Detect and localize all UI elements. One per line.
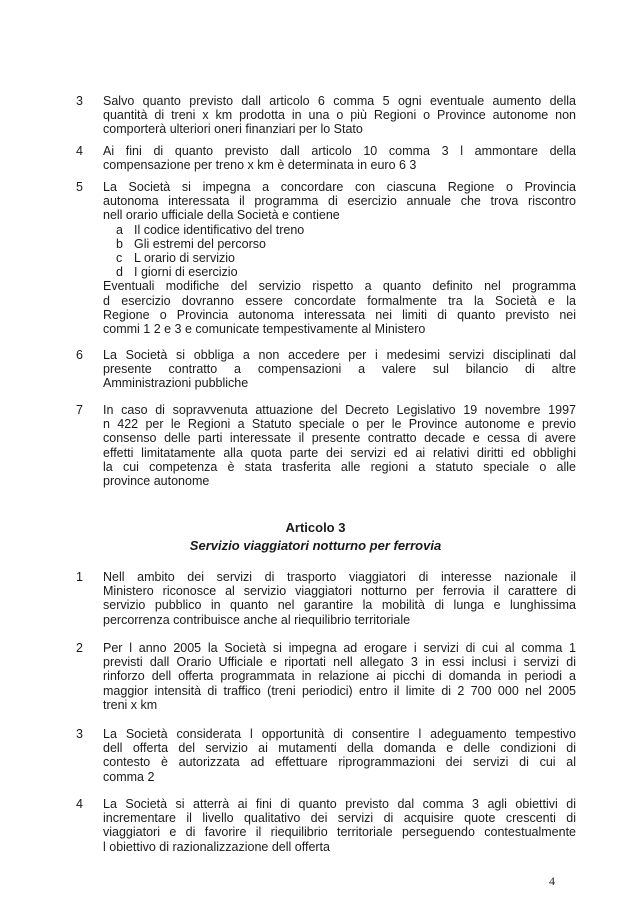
text-line: l obiettivo di razionalizzazione dell offerta [103,839,330,854]
sub-item-letter: b [116,236,123,251]
sub-item-text: Il codice identificativo del treno [134,222,305,237]
list-item [76,641,576,712]
text-line: Per l anno 2005 la Società si impegna ad erogare i servizi di cui al comma 1 [103,641,576,655]
text-line: In caso di sopravvenuta attuazione del Decreto Legislativo 19 novembre 1997 [103,403,576,417]
sub-item [103,237,576,251]
item-text [103,641,576,712]
sub-item [103,223,576,237]
text-line: comma 2 [103,769,155,784]
item-number: 7 [76,403,83,417]
list-item [76,144,576,172]
text-line: Regione o Provincia autonoma interessata nei limiti di quanto previsto nei [103,307,576,322]
sub-item [103,251,576,265]
item-number: 6 [76,348,83,362]
text-line: Ai fini di quanto previsto dall articolo 10 comma 3 l ammontare della [103,144,576,158]
text-line: la cui competenza è stata trasferita alle regioni a statuto speciale o alle [103,459,576,474]
text-line: treni x km [103,697,158,712]
text-line: comporterà ulteriori oneri finanziari per lo Stato [103,122,363,137]
article-heading: Articolo 3 [285,520,346,535]
item-text [103,797,576,854]
sub-item [103,265,576,279]
text-line: La Società considerata l opportunità di consentire l adeguamento tempestivo [103,727,576,741]
text-line: autonoma interessata il programma di esercizio annuale che trova riscontro [103,194,576,209]
item-number: 5 [76,180,83,194]
item-text [103,144,576,172]
text-line: commi 1 2 e 3 e comunicate tempestivamente al Ministero [103,322,426,337]
text-line: Nell ambito dei servizi di trasporto viaggiatori di interesse nazionale il [103,570,576,584]
list-item [76,570,576,627]
text-line: La Società si atterrà ai fini di quanto previsto dal comma 3 agli obiettivi di [103,797,576,811]
page-number: 4 [549,874,555,888]
list-item [76,797,576,854]
text-line: province autonome [103,474,210,489]
text-line: La Società si obbliga a non accedere per i medesimi servizi disciplinati dal [103,348,576,362]
item-text [103,348,576,391]
item-text [103,403,576,488]
text-line: d esercizio dovranno essere concordate formalmente tra la Società e la [103,293,576,308]
text-line: incrementare il livello qualitativo dei servizi di acquisire quote crescenti di [103,811,576,826]
item-text [103,180,576,336]
text-line: Salvo quanto previsto dall articolo 6 comma 5 ogni eventuale aumento della [103,94,576,108]
text-line: quantità di treni x km prodotta in una o più Regioni o Province autonome non [103,108,576,123]
sub-item-text: Gli estremi del percorso [134,236,266,251]
text-line: previsti dall Orario Ufficiale e riportati nell allegato 3 in essi inclusi i servizi di [103,655,576,670]
list-item [76,180,576,336]
item-text [103,727,576,784]
text-line: effetti limitatamente alla quota parte dei servizi ed ai relativi diritti ed obblighi [103,445,576,460]
text-line: n 422 per le Regioni a Statuto speciale o per le Province autonome e previo [103,417,576,432]
text-line: nell orario ufficiale della Società e contiene [103,208,340,223]
text-line: contesto è autorizzata ad effettuare riprogrammazioni dei servizi di cui al [103,755,576,770]
item-number: 3 [76,94,83,108]
sub-item-text: L orario di servizio [134,251,235,266]
list-item [76,403,576,488]
item-number: 4 [76,144,83,158]
text-line: Eventuali modifiche del servizio rispetto a quanto definito nel programma [103,279,576,294]
text-line: compensazione per treno x km è determinata in euro 6 3 [103,158,417,173]
item-number: 2 [76,641,83,655]
list-item [76,94,576,137]
sub-item-letter: a [116,222,123,237]
sub-item-text: I giorni di esercizio [134,265,238,280]
list-item [76,727,576,784]
text-line: maggior intensità di traffico (treni periodici) entro il limite di 2 700 000 nel 2005 [103,683,576,698]
sub-item-letter: d [116,265,123,280]
text-line: Amministrazioni pubbliche [103,376,249,391]
text-line: dell offerta del servizio ai mutamenti della domanda e delle condizioni di [103,741,576,756]
text-line: servizio pubblico in quanto nel garantire la mobilità di lunga e lunghissima [103,598,576,613]
text-line: rinforzo dell offerta programmata in relazione ai picchi di domanda in periodi a [103,669,576,684]
text-line: Ministero riconosce al servizio viaggiatori notturno per ferrovia il carattere di [103,584,576,599]
text-line: viaggiatori e di favorire il riequilibrio territoriale perseguendo contestualmente [103,825,576,840]
text-line: presente contratto a compensazioni a valere sul bilancio di altre [103,362,576,377]
item-number: 3 [76,727,83,741]
item-number: 4 [76,797,83,811]
list-item [76,348,576,391]
sub-item-letter: c [116,251,123,266]
item-text [103,94,576,137]
article-title: Servizio viaggiatori notturno per ferrovia [189,538,442,553]
item-number: 1 [76,570,83,584]
text-line: consenso delle parti interessate il presente contratto decade e cessa di avere [103,431,576,446]
item-text [103,570,576,627]
text-line: percorrenza contribuisce anche al riequilibrio territoriale [103,612,411,627]
text-line: La Società si impegna a concordare con ciascuna Regione o Provincia [103,180,576,194]
